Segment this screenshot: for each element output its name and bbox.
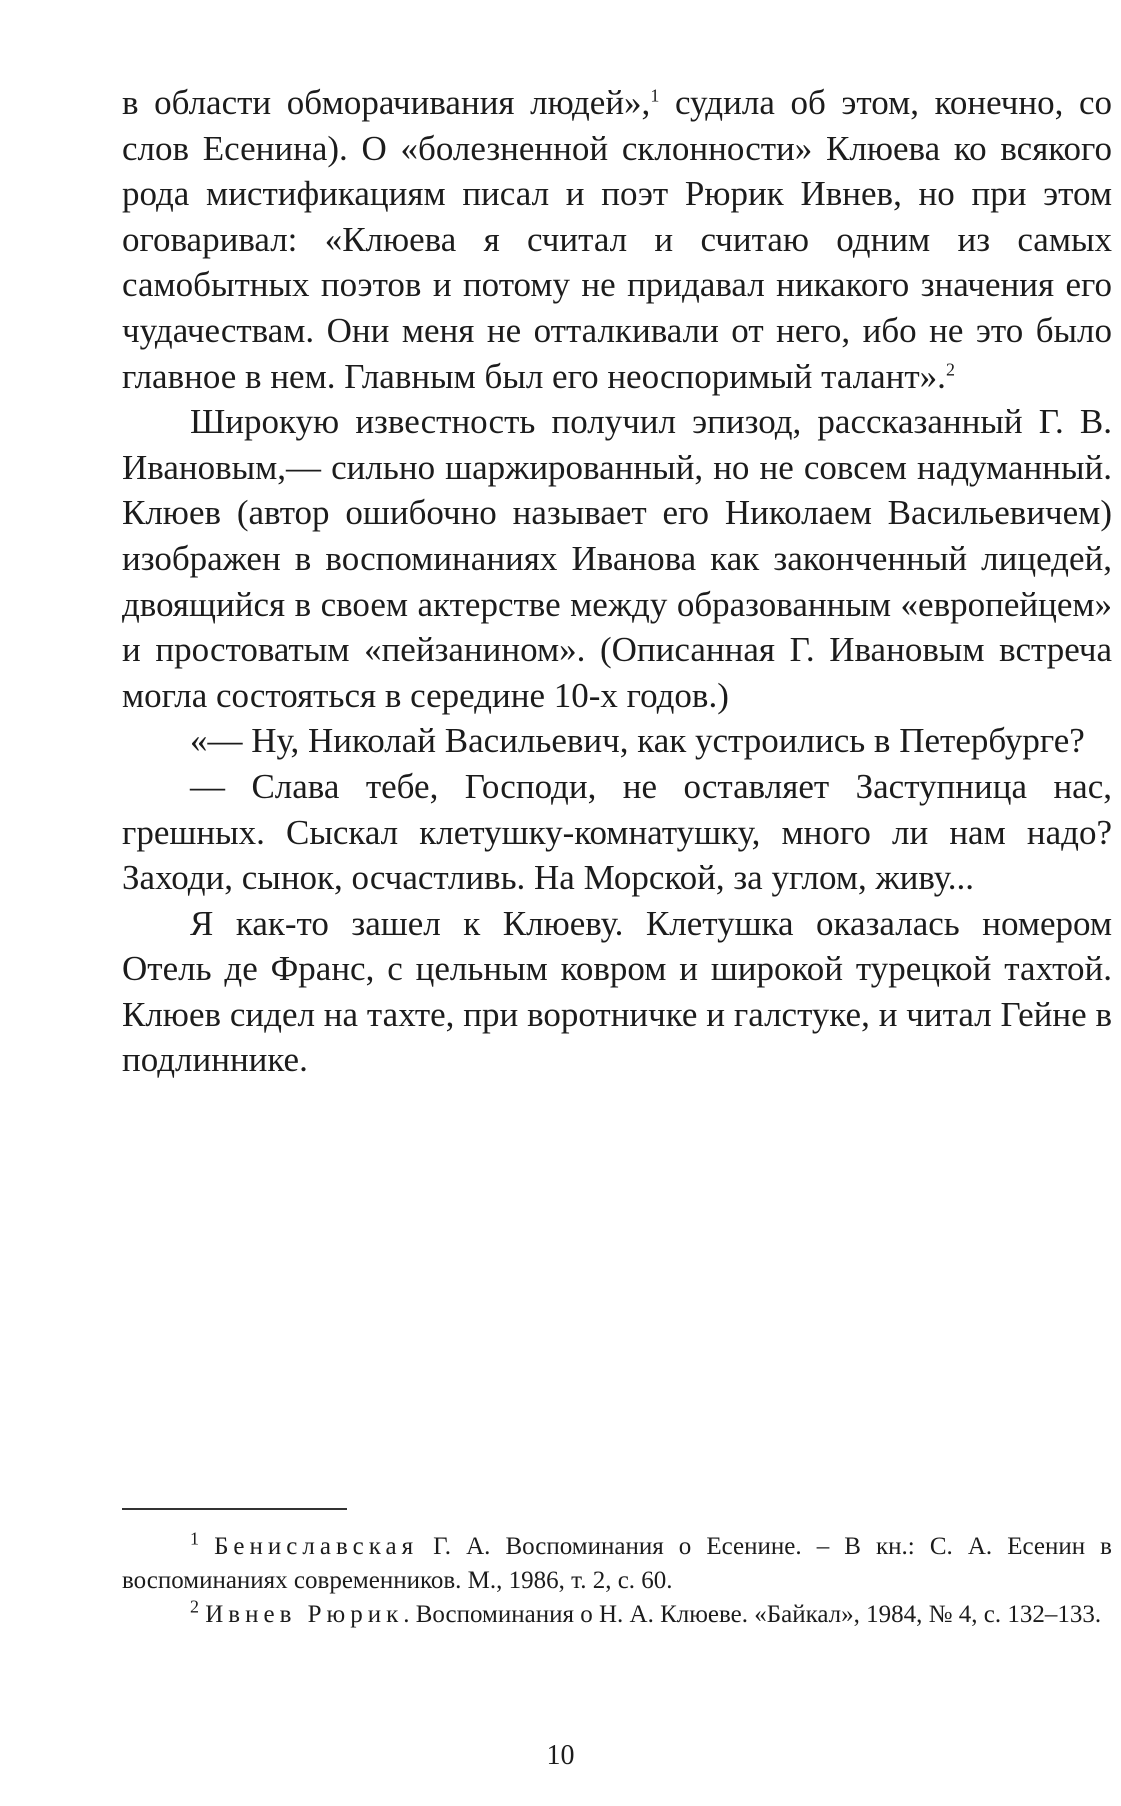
dialogue-line-2: — Слава тебе, Господи, не оставляет Заступница нас, грешных. Сыскал клетушку-комнатушку, много ли нам надо? Заходи, сынок, осчастливь. На Морской, за углом, живу... [122,766,1112,898]
footnote-1 [122,1530,1112,1598]
footnote-2 [122,1598,1112,1632]
paragraph-1-start: в области обморачивания людей», [122,83,651,122]
footnote-mark-2: 2 [190,1596,199,1617]
footnote-2-text: . Воспоминания о Н. А. Клюеве. «Байкал», 1984, № 4, с. 132–133. [403,1601,1102,1628]
paragraph-2: Широкую известность получил эпизод, рассказанный Г. В. Ивановым,— сильно шаржированный, но не совсем надуманный. Клюев (автор ошибочно называет его Николаем Васильевичем) изображен в воспоминаниях Иванова как законченный лицедей, двоящийся в своем актерстве между образованным «европейцем» и простоватым «пейзанином». (Описанная Г. Ивановым встреча могла состояться в середине 10-х годов.) [122,402,1112,715]
footnote-mark-1: 1 [190,1528,199,1549]
footnote-1-text: Г. А. Воспоминания о Есенине. – В кн.: С. А. Есенин в воспоминаниях современников. М., 1986, т. 2, с. 60. [122,1533,1112,1594]
paragraph-3: Я как-то зашел к Клюеву. Клетушка оказалась номером Отель де Франс, с цельным ковром и широкой турецкой тахтой. Клюев сидел на тахте, при воротничке и галстуке, и читал Гейне в подлиннике. [122,903,1112,1080]
footnote-ref-1: 1 [650,85,660,106]
main-text [122,80,1112,1083]
footnote-1-author: Бениславская [214,1533,419,1560]
footnote-ref-2: 2 [945,358,955,379]
dialogue-line-1: «— Ну, Николай Васильевич, как устроились в Петербурге? [190,721,1085,761]
footnote-divider [122,1508,347,1510]
paragraph-1-rest: судила об этом, конечно, со слов Есенина). О «болезненной склонности» Клюева ко всякого рода мистификациям писал и поэт Рюрик Ивнев, но при этом оговаривал: «Клюева я считал и считаю одним из самых самобытных поэтов и потому не придавал никакого значения его чудачествам. Они меня не отталкивали от него, ибо не это было главное в нем. Главным был его неоспоримый талант». [122,83,1112,396]
footnotes [122,1530,1112,1632]
paragraph-1 [122,80,1112,399]
page-number: 10 [546,1740,575,1771]
footnote-2-author: Ивнев Рюрик [205,1601,404,1628]
